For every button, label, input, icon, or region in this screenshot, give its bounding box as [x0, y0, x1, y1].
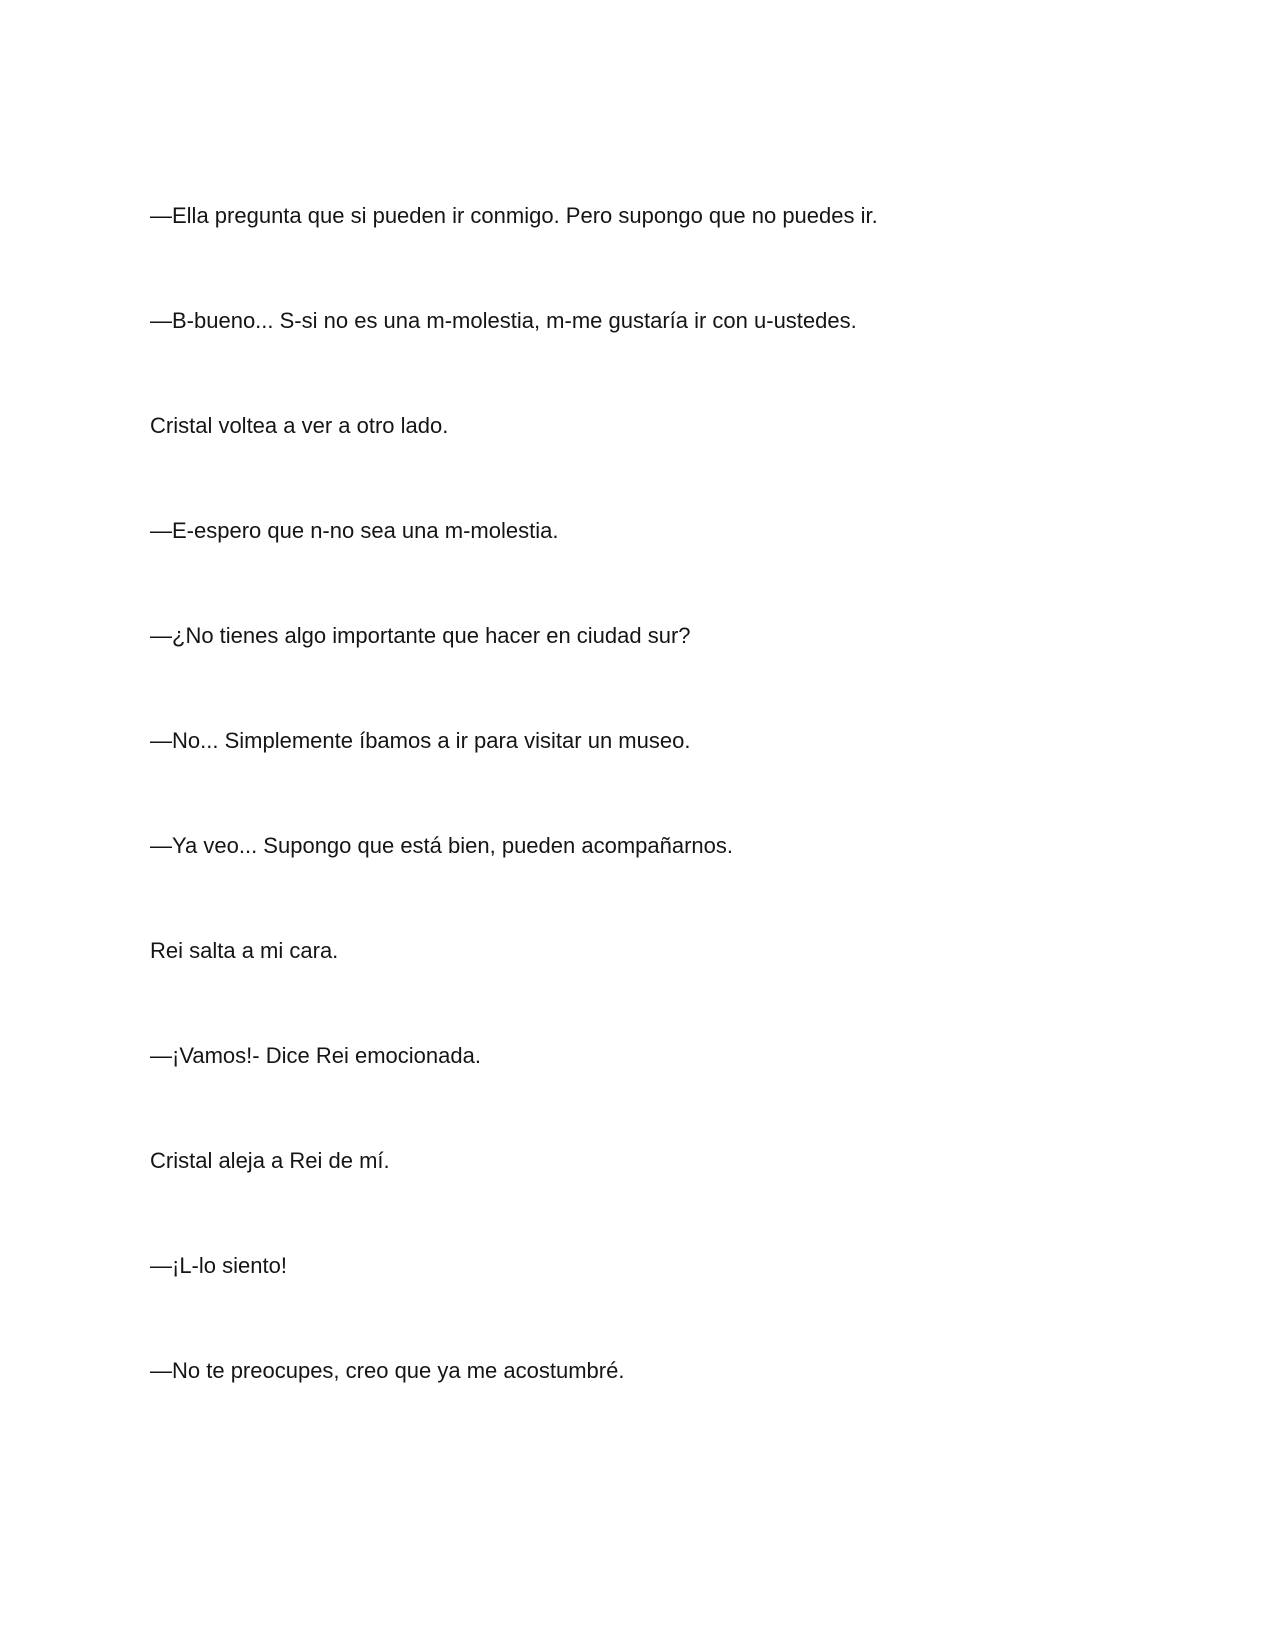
paragraph-5: —¿No tienes algo importante que hacer en ciudad sur?	[150, 623, 691, 648]
paragraph-2: —B-bueno... S-si no es una m-molestia, m-me gustaría ir con u-ustedes.	[150, 308, 857, 333]
paragraph-12: —No te preocupes, creo que ya me acostumbré.	[150, 1358, 625, 1383]
paragraph-6: —No... Simplemente íbamos a ir para visitar un museo.	[150, 728, 691, 753]
paragraph-1: —Ella pregunta que si pueden ir conmigo. Pero supongo que no puedes ir.	[150, 203, 878, 228]
paragraph-9: —¡Vamos!- Dice Rei emocionada.	[150, 1043, 481, 1068]
paragraph-11: —¡L-lo siento!	[150, 1253, 287, 1278]
paragraph-8: Rei salta a mi cara.	[150, 938, 339, 963]
paragraph-10: Cristal aleja a Rei de mí.	[150, 1148, 390, 1173]
paragraph-7: —Ya veo... Supongo que está bien, pueden acompañarnos.	[150, 833, 734, 858]
paragraph-3: Cristal voltea a ver a otro lado.	[150, 413, 449, 438]
paragraph-4: —E-espero que n-no sea una m-molestia.	[150, 518, 559, 543]
